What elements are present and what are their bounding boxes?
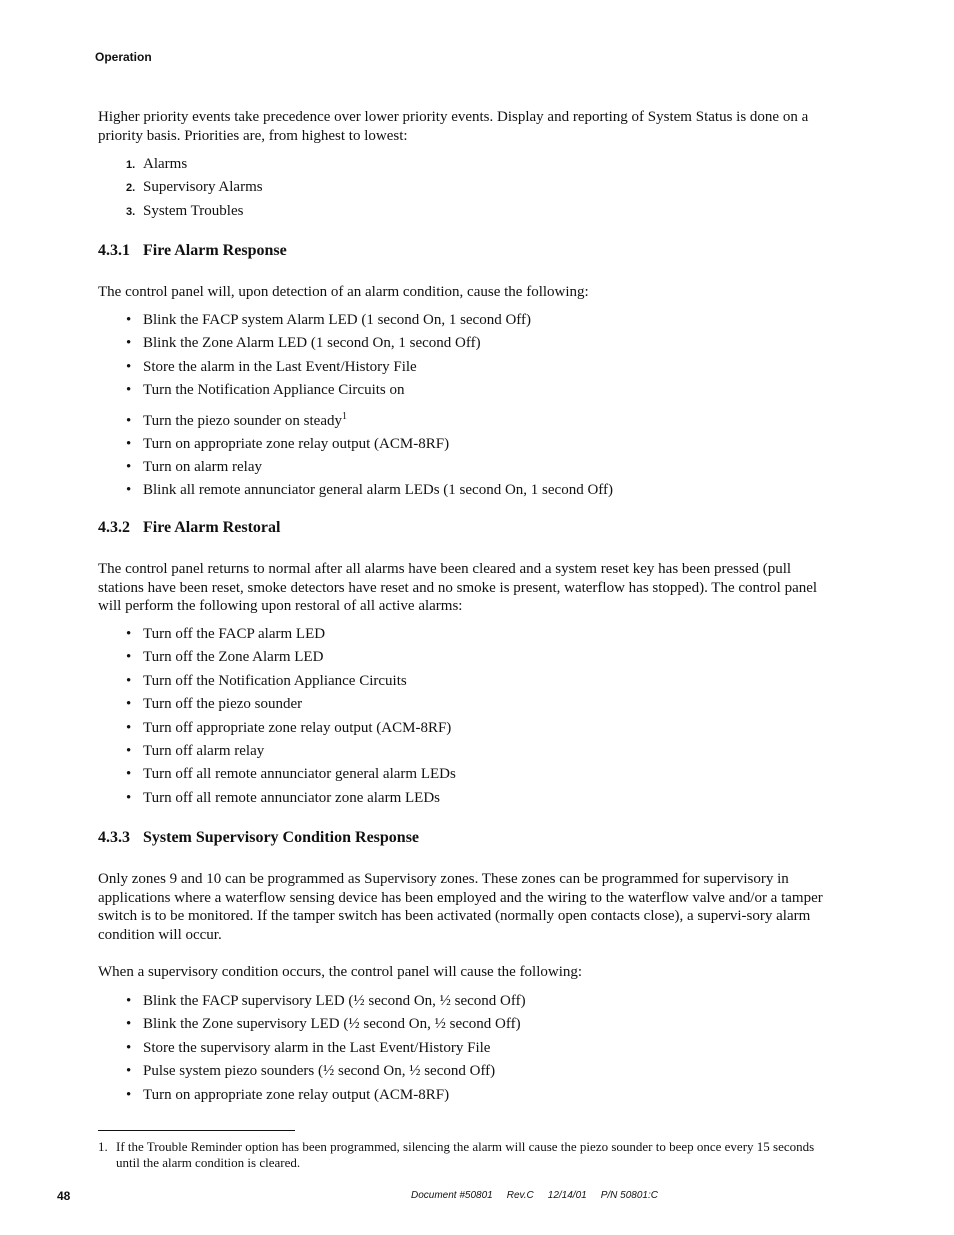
list-item-text: Turn on alarm relay	[143, 458, 263, 475]
section-heading-fire-alarm-restoral	[98, 519, 280, 537]
list-item-text: Turn off all remote annunciator general alarm LEDs	[143, 766, 456, 783]
intro-paragraph: Higher priority events take precedence over lower priority events. Display and reporting of System Status is done on a priority basis. Priorities are, from highest to lowest:	[98, 109, 809, 144]
bullet: •	[126, 1016, 132, 1033]
document-info	[411, 1190, 672, 1201]
bullet: •	[126, 312, 132, 328]
bullet: •	[126, 358, 132, 375]
bullet: •	[126, 742, 132, 759]
list-item-text: Turn off appropriate zone relay output (ACM-8RF)	[143, 719, 452, 736]
part-number: P/N 50801:C	[600, 1190, 658, 1201]
list-item-text: Store the alarm in the Last Event/History File	[143, 358, 417, 375]
section-intro: Only zones 9 and 10 can be programmed as Supervisory zones. These zones can be programmed for supervisory in applications where a waterflow sensing device has been employed and the wiring to the waterflow valve and/or a tamper switch is to be monitored. If the tamper switch has been activated (normally open contacts close), a supervi-sory alarm condition will occur.	[98, 871, 823, 943]
page-number: 48	[57, 1189, 71, 1203]
bullet: •	[126, 696, 132, 713]
bullet: •	[126, 1063, 132, 1080]
bullet: •	[126, 649, 132, 666]
list-item-text-content: Turn the piezo sounder on steady	[143, 412, 342, 429]
section-title: System Supervisory Condition Response	[143, 829, 420, 846]
section-title: Fire Alarm Restoral	[143, 519, 281, 536]
section-number: 4.3.2	[98, 519, 130, 536]
list-item-text: Blink the Zone Alarm LED (1 second On, 1 second Off)	[143, 335, 481, 352]
list-item-text: System Troubles	[143, 202, 244, 219]
footnote-reference: 1	[342, 410, 347, 422]
list-number: 2.	[126, 182, 136, 195]
footnote	[98, 1139, 833, 1171]
footnote-text: If the Trouble Reminder option has been programmed, silencing the alarm will cause the piezo sounder to beep once every 15 seconds until the alarm condition is cleared.	[116, 1139, 815, 1170]
section-heading-supervisory-response	[98, 829, 419, 847]
list-item-text: Blink all remote annunciator general alarm LEDs (1 second On, 1 second Off)	[143, 482, 613, 499]
bullet: •	[126, 458, 132, 475]
list-item-text: Supervisory Alarms	[143, 179, 263, 196]
section-heading-fire-alarm-response	[98, 242, 287, 260]
bullet: •	[126, 993, 132, 1009]
list-item-text: Turn off the FACP alarm LED	[143, 626, 326, 642]
bullet: •	[126, 335, 132, 352]
list-number: 3.	[126, 205, 136, 218]
section-number: 4.3.1	[98, 242, 130, 259]
list-item-text	[143, 412, 347, 430]
bullet: •	[126, 719, 132, 736]
bullet: •	[126, 382, 132, 399]
list-item-text: Turn on appropriate zone relay output (ACM-8RF)	[143, 435, 450, 452]
list-item-text: Store the supervisory alarm in the Last Event/History File	[143, 1039, 491, 1056]
list-number: 1.	[126, 159, 136, 171]
bullet: •	[126, 1086, 132, 1103]
bullet: •	[126, 1039, 132, 1056]
bullet: •	[126, 789, 132, 806]
list-item-text: Alarms	[143, 156, 188, 172]
section-intro-secondary: When a supervisory condition occurs, the control panel will cause the following:	[98, 964, 583, 980]
section-intro: The control panel returns to normal after all alarms have been cleared and a system reset key has been pressed (pull stations have been reset, smoke detectors have reset and no smoke is present, waterflow has stopped). The control panel will perform the following upon restoral of all active alarms:	[98, 561, 818, 614]
footnote-divider	[98, 1130, 295, 1131]
list-item-text: Pulse system piezo sounders (½ second On, ½ second Off)	[143, 1063, 496, 1080]
list-item-text: Turn off the piezo sounder	[143, 696, 303, 713]
bullet: •	[126, 766, 132, 783]
bullet: •	[126, 482, 132, 499]
list-item-text: Blink the FACP supervisory LED (½ second On, ½ second Off)	[143, 993, 526, 1009]
document-revision: Rev.C	[506, 1190, 534, 1201]
list-item-text: Blink the Zone supervisory LED (½ second On, ½ second Off)	[143, 1016, 521, 1033]
list-item-text: Turn the Notification Appliance Circuits on	[143, 382, 405, 399]
section-title: Fire Alarm Response	[143, 242, 287, 259]
list-item-text: Turn off all remote annunciator zone alarm LEDs	[143, 789, 440, 806]
document-number: Document #50801	[411, 1190, 493, 1201]
bullet: •	[126, 435, 132, 452]
section-intro: The control panel will, upon detection of an alarm condition, cause the following:	[98, 284, 589, 300]
footnote-number: 1.	[98, 1139, 108, 1154]
bullet: •	[126, 626, 132, 642]
bullet: •	[126, 412, 132, 429]
running-header: Operation	[95, 50, 152, 64]
document-date: 12/14/01	[547, 1190, 587, 1201]
list-item-text: Turn off the Zone Alarm LED	[143, 649, 324, 666]
list-item-text: Turn off alarm relay	[143, 742, 265, 759]
list-item-text: Turn on appropriate zone relay output (ACM-8RF)	[143, 1086, 450, 1103]
section-number: 4.3.3	[98, 829, 130, 846]
list-item-text: Blink the FACP system Alarm LED (1 second On, 1 second Off)	[143, 312, 532, 328]
bullet: •	[126, 672, 132, 689]
list-item-text: Turn off the Notification Appliance Circuits	[143, 672, 407, 689]
